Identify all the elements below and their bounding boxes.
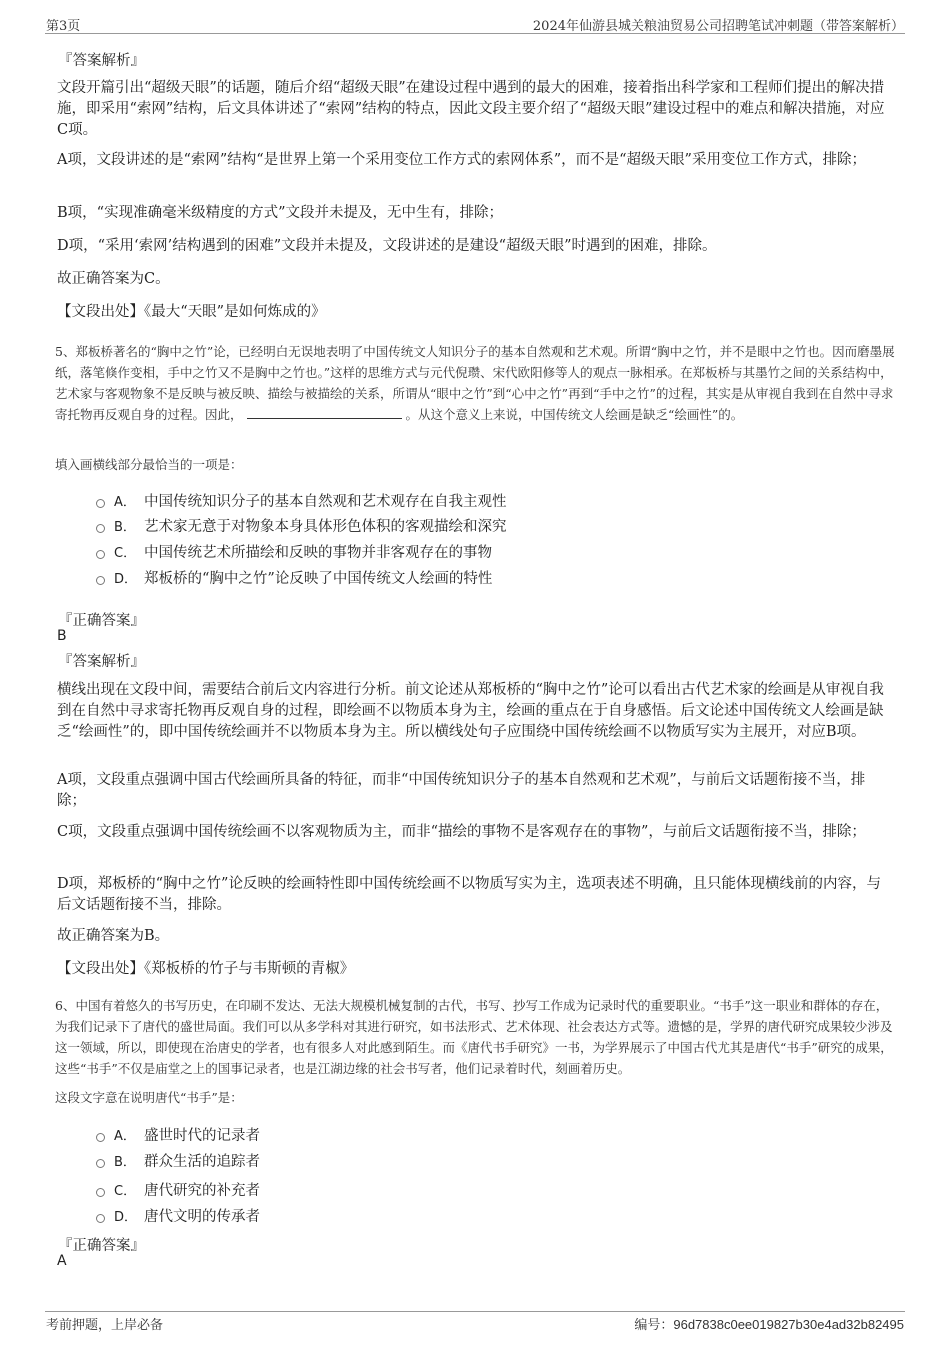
answer-conclusion: 故正确答案为B。: [57, 928, 170, 944]
question-6-text: 6、中国有着悠久的书写历史，在印刷不发达、无法大规模机械复制的古代，书写、抄写工作成为记录时代的重要职业。“书手”这一职业和群体的存在，为我们记录下了唐代的盛世局面。我们可以从多学科对其进行研究，如书法形式、艺术体现、社会表达方式等。遗憾的是，学界的唐代研究成果较少涉及这一领域，所以，即使现在治唐史的学者，也有很多人对此感到陌生。而《唐代书手研究》一书，为学界展示了中国古代尤其是唐代“书手”研究的成果，这些“书手”不仅是庙堂之上的国事记录者，也是江湖边缘的社会书写者，他们记录着时代，刻画着历史。: [55, 998, 893, 1076]
radio-icon[interactable]: [96, 550, 105, 559]
correct-answer-label: 『正确答案』: [58, 1238, 145, 1254]
analysis-paragraph: 横线出现在文段中间，需要结合前后文内容进行分析。前文论述从郑板桥的“胸中之竹”论可以看出古代艺术家的绘画是从审视自我到在自然中寻求寄托物再反观自身的过程，即绘画不以物质本身为主，绘画的重点在于自身感悟。后文论述中国传统文人绘画是缺乏“绘画性”的，即中国传统绘画并不以物质本身为主。所以横线处句子应围绕中国传统绘画不以物质写实为主展开，对应B项。: [57, 682, 884, 740]
page-number: 第3页: [46, 19, 81, 34]
source-citation: 【文段出处】《最大“天眼”是如何炼成的》: [57, 304, 326, 320]
option-b[interactable]: B． 群众生活的追踪者: [96, 1149, 260, 1171]
radio-icon[interactable]: [96, 1159, 105, 1168]
analysis-label: 『答案解析』: [58, 654, 145, 670]
correct-answer: A: [57, 1253, 67, 1269]
option-c[interactable]: C． 中国传统艺术所描绘和反映的事物并非客观存在的事物: [96, 540, 492, 562]
radio-icon[interactable]: [96, 499, 105, 508]
document-title: 2024年仙游县城关粮油贸易公司招聘笔试冲刺题（带答案解析）: [532, 19, 904, 34]
analysis-paragraph: A项，文段讲述的是“索网”结构“是世界上第一个采用变位工作方式的索网体系”，而不是“超级天眼”采用变位工作方式，排除；: [57, 152, 866, 168]
question-5-text: 5、郑板桥著名的“胸中之竹”论，已经明白无误地表明了中国传统文人知识分子的基本自然观和艺术观。所谓“胸中之竹，并不是眼中之竹也。因而磨墨展纸，落笔倏作变相，手中之竹又不是胸中之竹也。”这样的思维方式与元代倪瓒、宋代欧阳修等人的观点一脉相承。在郑板桥与其墨竹之间的关系结构中，艺术家与客观物象不是反映与被反映、描绘与被描绘的关系，所谓从“眼中之竹”到“心中之竹”再到“手中之竹”的过程，其实是从审视自我到在自然中寻求寄托物再反观自身的过程。因此， 。从这个意义上来说，中国传统文人绘画是缺乏“绘画性”的。: [55, 344, 895, 422]
radio-icon[interactable]: [96, 1214, 105, 1223]
option-a[interactable]: A． 盛世时代的记录者: [96, 1123, 260, 1145]
analysis-paragraph: B项，“实现准确毫米级精度的方式”文段并未提及，无中生有，排除；: [57, 205, 503, 221]
radio-icon[interactable]: [96, 1133, 105, 1142]
radio-icon[interactable]: [96, 1188, 105, 1197]
radio-icon[interactable]: [96, 524, 105, 533]
footer-serial: 编号：96d7838c0ee019827b30e4ad32b82495: [634, 1317, 904, 1333]
question-5-prompt: 填入画横线部分最恰当的一项是：: [55, 457, 243, 472]
header-rule: [45, 33, 905, 34]
option-b[interactable]: B． 艺术家无意于对物象本身具体形色体积的客观描绘和深究: [96, 514, 507, 536]
option-d[interactable]: D． 唐代文明的传承者: [96, 1204, 260, 1226]
source-citation: 【文段出处】《郑板桥的竹子与韦斯顿的青椒》: [57, 961, 355, 977]
analysis-paragraph: D项，“采用‘索网’结构遇到的困难”文段并未提及，文段讲述的是建设“超级天眼”时遇到的困难，排除。: [57, 238, 717, 254]
analysis-paragraph: 文段开篇引出“超级天眼”的话题，随后介绍“超级天眼”在建设过程中遇到的最大的困难，接着指出科学家和工程师们提出的解决措施，即采用“索网”结构，后文具体讲述了“索网”结构的特点，因此文段主要介绍了“超级天眼”建设过程中的难点和解决措施，对应C项。: [57, 80, 885, 138]
question-6-prompt: 这段文字意在说明唐代“书手”是：: [55, 1090, 243, 1105]
answer-conclusion: 故正确答案为C。: [57, 271, 170, 287]
analysis-paragraph: A项，文段重点强调中国古代绘画所具备的特征，而非“中国传统知识分子的基本自然观和艺术观”，与前后文话题衔接不当，排除；: [57, 772, 866, 809]
option-a[interactable]: A． 中国传统知识分子的基本自然观和艺术观存在自我主观性: [96, 489, 507, 511]
fill-blank: [247, 406, 402, 419]
analysis-paragraph: D项，郑板桥的“胸中之竹”论反映的绘画特性即中国传统绘画不以物质写实为主，选项表述不明确，且只能体现横线前的内容，与后文话题衔接不当，排除。: [57, 876, 881, 913]
analysis-paragraph: C项，文段重点强调中国传统绘画不以客观物质为主，而非“描绘的事物不是客观存在的事物”，与前后文话题衔接不当，排除；: [57, 824, 866, 840]
footer-rule: [45, 1311, 905, 1312]
footer-slogan: 考前押题，上岸必备: [46, 1318, 164, 1333]
option-c[interactable]: C． 唐代研究的补充者: [96, 1178, 260, 1200]
option-d[interactable]: D． 郑板桥的“胸中之竹”论反映了中国传统文人绘画的特性: [96, 566, 492, 588]
analysis-label: 『答案解析』: [58, 53, 145, 69]
radio-icon[interactable]: [96, 576, 105, 585]
correct-answer: B: [57, 628, 67, 644]
correct-answer-label: 『正确答案』: [58, 613, 145, 629]
